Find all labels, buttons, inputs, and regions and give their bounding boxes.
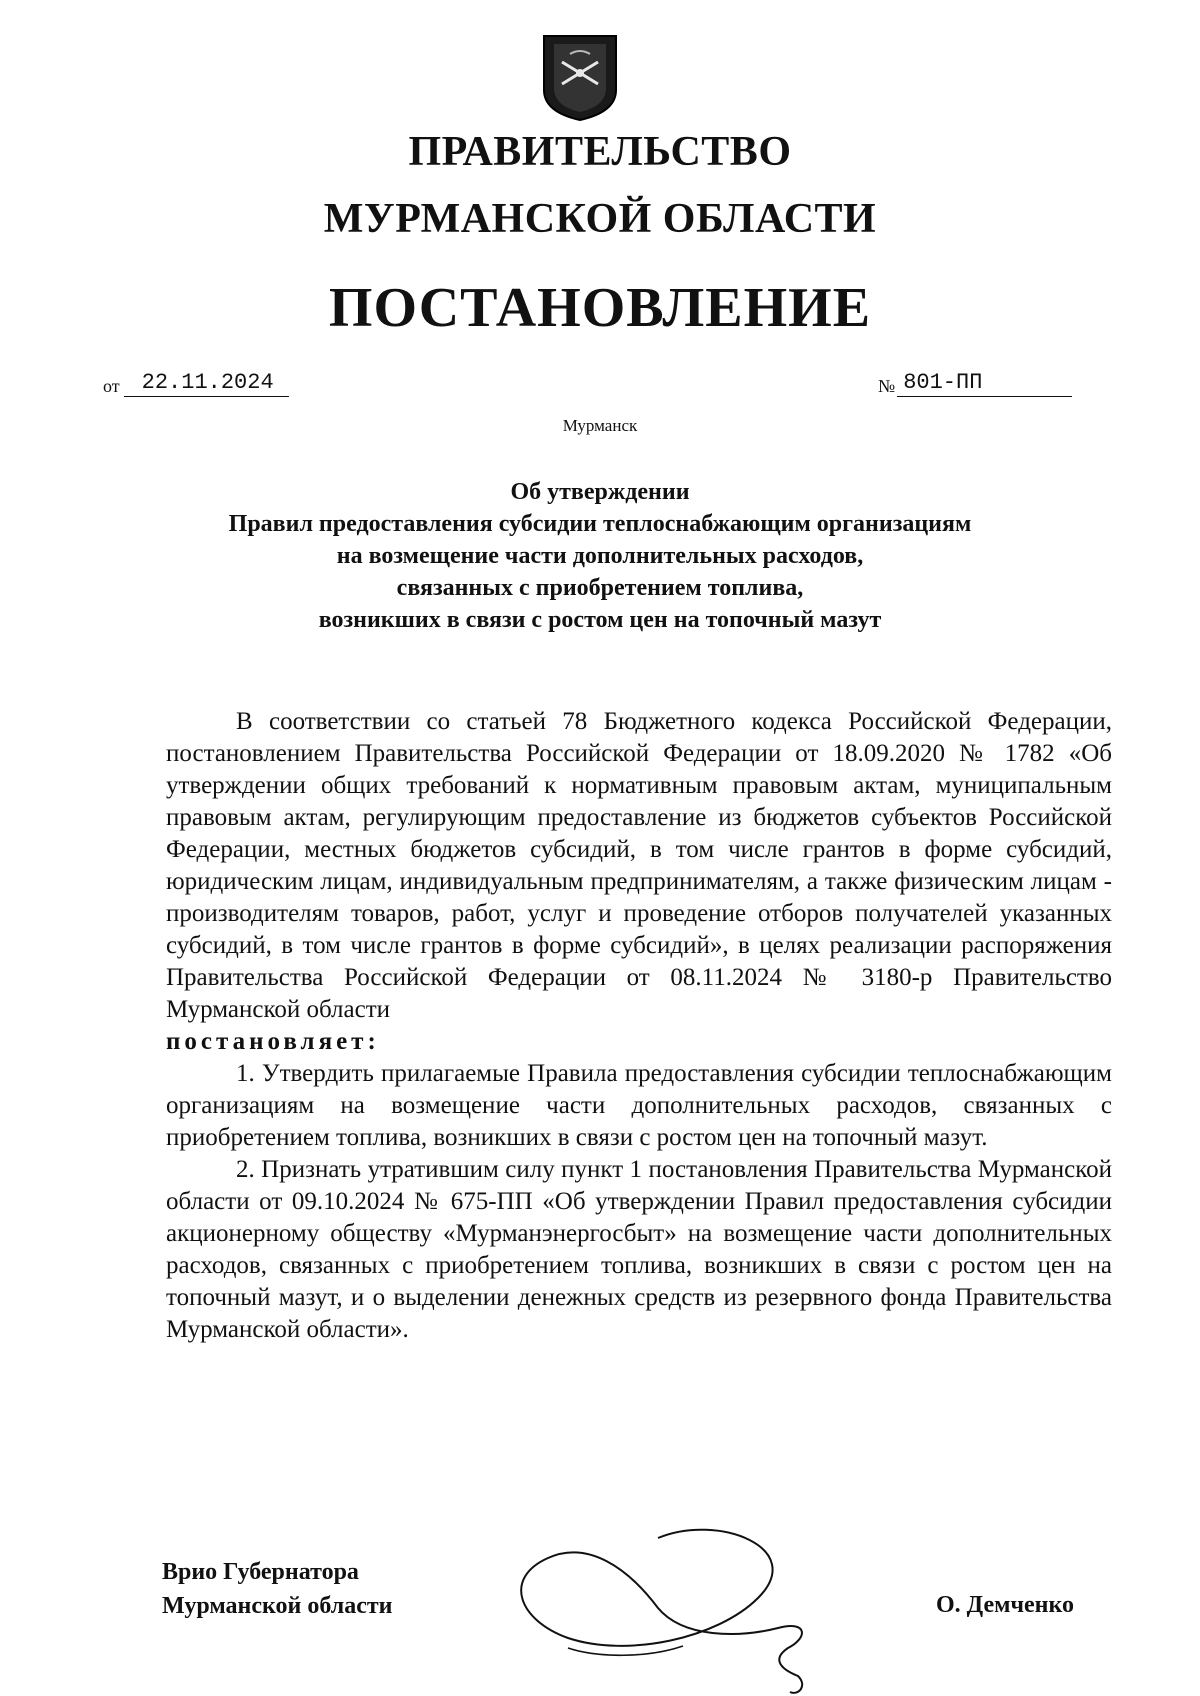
number-value: 801-ПП [897, 370, 1072, 397]
resolves-paragraph [166, 1026, 1112, 1058]
number-prefix: № [878, 376, 896, 396]
subject-line: связанных с приобретением топлива, [396, 575, 804, 601]
coat-of-arms-icon [540, 32, 620, 122]
date-prefix: от [103, 376, 120, 396]
government-title-line1: ПРАВИТЕЛЬСТВО [408, 129, 792, 175]
list-item: 1. Утвердить прилагаемые Правила предоставления субсидии теплоснабжающим организациям на возмещение части дополнительных расходов, связанных с приобретением топлива, возникших в связи с ростом цен на топочный мазут. [166, 1060, 1112, 1151]
date-field [103, 370, 289, 397]
document-type-title: ПОСТАНОВЛЕНИЕ [328, 277, 872, 339]
subject-line: на возмещение части дополнительных расходов, [336, 543, 864, 569]
subject-line: Правил предоставления субсидии теплоснабжающим организациям [228, 511, 972, 537]
subject-line: Об утверждении [510, 479, 690, 505]
signatory-name: О. Демченко [936, 1592, 1074, 1618]
signatory-position [162, 1555, 392, 1623]
preamble-paragraph [166, 706, 1112, 1026]
date-value: 22.11.2024 [124, 370, 289, 397]
subject-line: возникших в связи с ростом цен на топочный мазут [318, 607, 882, 633]
signatory-position-line2: Мурманской области [162, 1593, 393, 1619]
city-name: Мурманск [562, 416, 638, 435]
document-subject [0, 476, 1200, 636]
government-title-line2: МУРМАНСКОЙ ОБЛАСТИ [323, 196, 877, 242]
handwritten-signature [508, 1508, 868, 1696]
number-field [878, 370, 1072, 397]
list-item: 2. Признать утратившим силу пункт 1 постановления Правительства Мурманской области от 09.10.2024 № 675-ПП «Об утверждении Правил предоставления субсидии акционерному обществу «Мурманэнергосбыт» на возмещение части дополнительных расходов, связанных с приобретением топлива, возникших в связи с ростом цен на топочный мазут, и о выделении денежных средств из резервного фонда Правительства Мурманской области». [166, 1156, 1112, 1343]
signatory-position-line1: Врио Губернатора [162, 1559, 359, 1585]
preamble-text: В соответствии со статьей 78 Бюджетного кодекса Российской Федерации, постановлением Правительства Российской Федерации от 18.09.2020 № 1782 «Об утверждении общих требований к нормативным правовым актам, муниципальным правовым актам, регулирующим предоставление из бюджетов субъектов Российской Федерации, местных бюджетов субсидий, в том числе грантов в форме субсидий, юридическим лицам, индивидуальным предпринимателям, а также физическим лицам - производителям товаров, работ, услуг и проведение отборов получателей указанных субсидий, в том числе грантов в форме субсидий», в целях реализации распоряжения Правительства Российской Федерации от 08.11.2024 № 3180-р Правительство Мурманской области [166, 708, 1112, 1023]
resolves-word: постановляет: [166, 1028, 380, 1055]
document-body [166, 706, 1112, 1346]
